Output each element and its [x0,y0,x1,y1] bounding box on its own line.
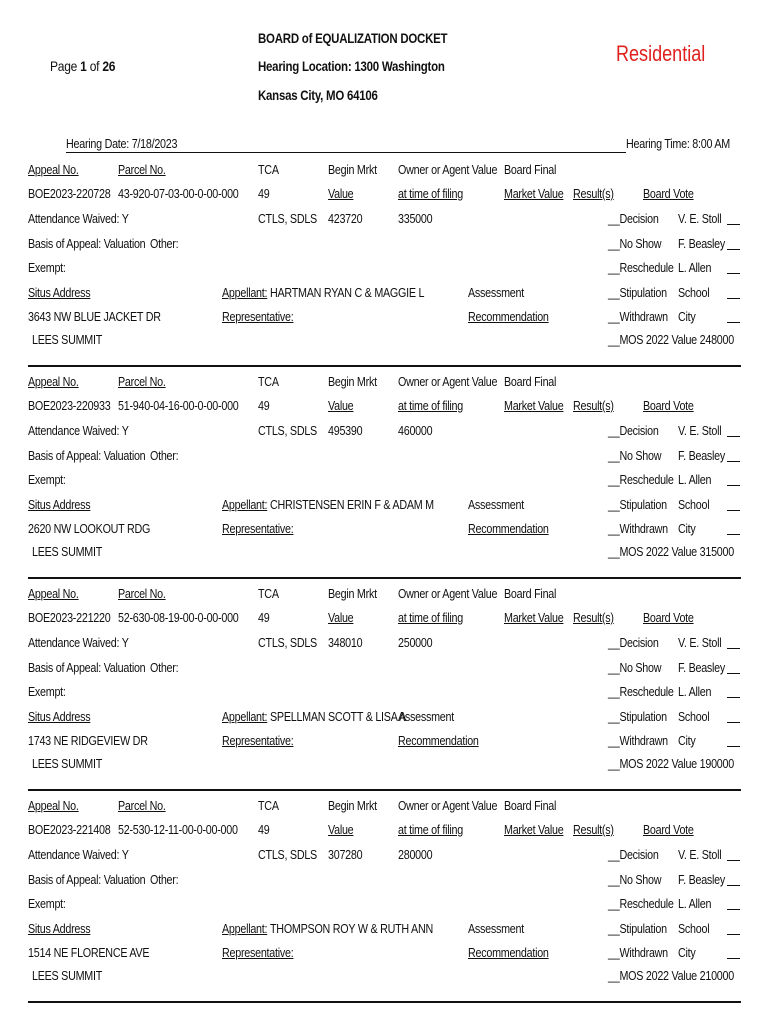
vote-allen: L. Allen [678,473,712,487]
tca-label: TCA [258,163,279,177]
vote-beasley: F. Beasley [678,449,726,463]
withdrawn-option: __Withdrawn [608,734,668,748]
appeal-no-label: Appeal No. [28,799,79,813]
owner-value: 460000 [398,424,433,438]
owner-value-label: Owner or Agent Value [398,375,498,389]
market-value-label: Market Value [504,823,564,837]
appellant-name: THOMPSON ROY W & RUTH ANN [270,922,433,936]
representative-label: Representative: [222,946,294,960]
vote-school: School [678,922,710,936]
vote-city: City [678,310,696,324]
parcel-number: 43-920-07-03-00-0-00-000 [118,187,239,201]
vote-blank [727,224,740,225]
vote-stoll: V. E. Stoll [678,848,722,862]
situs-address-label: Situs Address [28,922,91,936]
vote-stoll: V. E. Stoll [678,636,722,650]
vote-blank [727,722,740,723]
results-label: Result(s) [573,823,614,837]
vote-blank [727,436,740,437]
vote-blank [727,746,740,747]
begin-value: 423720 [328,212,363,226]
page-indicator [50,59,115,74]
other-label: Other: [150,873,179,887]
begin-mrkt-label: Begin Mrkt [328,587,377,601]
appellant-name: HARTMAN RYAN C & MAGGIE L [270,286,425,300]
vote-blank [727,860,740,861]
basis-of-appeal: Basis of Appeal: Valuation [28,237,146,251]
situs-city: LEES SUMMIT [32,333,103,347]
situs-address: 2620 NW LOOKOUT RDG [28,522,151,536]
situs-city: LEES SUMMIT [32,757,103,771]
parcel-no-label: Parcel No. [118,375,166,389]
situs-address: 3643 NW BLUE JACKET DR [28,310,161,324]
tca-code: CTLS, SDLS [258,636,317,650]
vote-allen: L. Allen [678,897,712,911]
other-label: Other: [150,661,179,675]
other-label: Other: [150,237,179,251]
recommendation-label: Recommendation [468,310,549,324]
vote-school: School [678,286,710,300]
vote-blank [727,934,740,935]
at-time-label: at time of filing [398,187,463,201]
stipulation-option: __Stipulation [608,286,667,300]
begin-mrkt-label: Begin Mrkt [328,799,377,813]
situs-address-label: Situs Address [28,710,91,724]
attendance-waived: Attendance Waived: Y [28,212,129,226]
vote-beasley: F. Beasley [678,237,726,251]
vote-blank [727,298,740,299]
attendance-waived: Attendance Waived: Y [28,424,129,438]
no-show-option: __No Show [608,873,662,887]
begin-mrkt-label: Begin Mrkt [328,375,377,389]
vote-blank [727,885,740,886]
reschedule-option: __Reschedule [608,685,674,699]
withdrawn-option: __Withdrawn [608,522,668,536]
vote-city: City [678,946,696,960]
vote-blank [727,909,740,910]
basis-of-appeal: Basis of Appeal: Valuation [28,661,146,675]
board-vote-label: Board Vote [643,611,694,625]
situs-city: LEES SUMMIT [32,969,103,983]
decision-option: __Decision [608,636,659,650]
value-label: Value [328,399,354,413]
exempt-label: Exempt: [28,685,66,699]
parcel-number: 52-630-08-19-00-0-00-000 [118,611,239,625]
parcel-number: 52-530-12-11-00-0-00-000 [118,823,238,837]
vote-blank [727,273,740,274]
market-value-label: Market Value [504,187,564,201]
appellant-label: Appellant: [222,710,268,724]
owner-value-label: Owner or Agent Value [398,163,498,177]
hearing-date: Hearing Date: 7/18/2023 [66,137,178,151]
owner-value-label: Owner or Agent Value [398,799,498,813]
entry-separator [28,365,741,367]
category-label: Residential [616,41,706,66]
appeal-number: BOE2023-221408 [28,823,111,837]
board-vote-label: Board Vote [643,399,694,413]
decision-option: __Decision [608,848,659,862]
assessment-label: Assessment [468,286,524,300]
recommendation-label: Recommendation [398,734,479,748]
begin-value: 307280 [328,848,363,862]
exempt-label: Exempt: [28,897,66,911]
vote-school: School [678,498,710,512]
owner-value: 335000 [398,212,433,226]
situs-address-label: Situs Address [28,286,91,300]
vote-blank [727,485,740,486]
begin-value: 348010 [328,636,363,650]
appellant-name: CHRISTENSEN ERIN F & ADAM M [270,498,434,512]
value-label: Value [328,611,354,625]
hearing-location: Hearing Location: 1300 Washington [258,58,445,74]
appeal-number: BOE2023-221220 [28,611,111,625]
begin-mrkt-label: Begin Mrkt [328,163,377,177]
page-of: of [89,58,100,74]
market-value-label: Market Value [504,399,564,413]
vote-beasley: F. Beasley [678,873,726,887]
results-label: Result(s) [573,187,614,201]
tca-label: TCA [258,375,279,389]
reschedule-option: __Reschedule [608,261,674,275]
tca-code: CTLS, SDLS [258,424,317,438]
attendance-waived: Attendance Waived: Y [28,636,129,650]
reschedule-option: __Reschedule [608,473,674,487]
stipulation-option: __Stipulation [608,710,667,724]
page-number: 1 [80,58,87,74]
owner-value: 280000 [398,848,433,862]
decision-option: __Decision [608,212,659,226]
at-time-label: at time of filing [398,823,463,837]
appeal-no-label: Appeal No. [28,163,79,177]
basis-of-appeal: Basis of Appeal: Valuation [28,449,146,463]
vote-blank [727,461,740,462]
vote-allen: L. Allen [678,261,712,275]
board-final-label: Board Final [504,799,557,813]
board-vote-label: Board Vote [643,823,694,837]
situs-address: 1743 NE RIDGEVIEW DR [28,734,148,748]
entry-separator [28,577,741,579]
value-label: Value [328,823,354,837]
vote-blank [727,673,740,674]
no-show-option: __No Show [608,449,662,463]
representative-label: Representative: [222,310,294,324]
vote-school: School [678,710,710,724]
vote-blank [727,648,740,649]
tca-value: 49 [258,611,270,625]
results-label: Result(s) [573,611,614,625]
begin-value: 495390 [328,424,363,438]
vote-blank [727,958,740,959]
exempt-label: Exempt: [28,261,66,275]
page-total: 26 [102,58,116,74]
board-final-label: Board Final [504,375,557,389]
vote-blank [727,534,740,535]
assessment-label: Assessment [398,710,454,724]
tca-label: TCA [258,799,279,813]
representative-label: Representative: [222,522,294,536]
mos-value: __MOS 2022 Value 210000 [608,969,734,983]
results-label: Result(s) [573,399,614,413]
situs-address: 1514 NE FLORENCE AVE [28,946,150,960]
reschedule-option: __Reschedule [608,897,674,911]
entry-separator [28,789,741,791]
market-value-label: Market Value [504,611,564,625]
parcel-number: 51-940-04-16-00-0-00-000 [118,399,239,413]
at-time-label: at time of filing [398,399,463,413]
assessment-label: Assessment [468,498,524,512]
situs-city: LEES SUMMIT [32,545,103,559]
recommendation-label: Recommendation [468,522,549,536]
vote-blank [727,510,740,511]
appellant-label: Appellant: [222,498,268,512]
no-show-option: __No Show [608,661,662,675]
vote-city: City [678,522,696,536]
tca-value: 49 [258,399,270,413]
attendance-waived: Attendance Waived: Y [28,848,129,862]
appeal-number: BOE2023-220728 [28,187,111,201]
header-underline [66,152,626,153]
recommendation-label: Recommendation [468,946,549,960]
tca-value: 49 [258,823,270,837]
parcel-no-label: Parcel No. [118,587,166,601]
assessment-label: Assessment [468,922,524,936]
other-label: Other: [150,449,179,463]
parcel-no-label: Parcel No. [118,163,166,177]
tca-code: CTLS, SDLS [258,212,317,226]
vote-blank [727,322,740,323]
withdrawn-option: __Withdrawn [608,946,668,960]
withdrawn-option: __Withdrawn [608,310,668,324]
vote-blank [727,249,740,250]
mos-value: __MOS 2022 Value 315000 [608,545,734,559]
mos-value: __MOS 2022 Value 190000 [608,757,734,771]
appeal-number: BOE2023-220933 [28,399,111,413]
stipulation-option: __Stipulation [608,498,667,512]
basis-of-appeal: Basis of Appeal: Valuation [28,873,146,887]
vote-allen: L. Allen [678,685,712,699]
appellant-label: Appellant: [222,922,268,936]
hearing-city: Kansas City, MO 64106 [258,87,378,103]
value-label: Value [328,187,354,201]
at-time-label: at time of filing [398,611,463,625]
representative-label: Representative: [222,734,294,748]
owner-value-label: Owner or Agent Value [398,587,498,601]
parcel-no-label: Parcel No. [118,799,166,813]
board-final-label: Board Final [504,163,557,177]
exempt-label: Exempt: [28,473,66,487]
tca-code: CTLS, SDLS [258,848,317,862]
hearing-time: Hearing Time: 8:00 AM [626,137,730,151]
vote-stoll: V. E. Stoll [678,212,722,226]
appellant-name: SPELLMAN SCOTT & LISA A [270,710,407,724]
tca-label: TCA [258,587,279,601]
situs-address-label: Situs Address [28,498,91,512]
no-show-option: __No Show [608,237,662,251]
appeal-no-label: Appeal No. [28,587,79,601]
owner-value: 250000 [398,636,433,650]
entry-separator [28,1001,741,1003]
mos-value: __MOS 2022 Value 248000 [608,333,734,347]
appellant-label: Appellant: [222,286,268,300]
stipulation-option: __Stipulation [608,922,667,936]
vote-stoll: V. E. Stoll [678,424,722,438]
decision-option: __Decision [608,424,659,438]
vote-city: City [678,734,696,748]
tca-value: 49 [258,187,270,201]
board-vote-label: Board Vote [643,187,694,201]
appeal-no-label: Appeal No. [28,375,79,389]
board-final-label: Board Final [504,587,557,601]
page-prefix: Page [50,58,78,74]
docket-title: BOARD of EQUALIZATION DOCKET [258,30,448,46]
vote-beasley: F. Beasley [678,661,726,675]
vote-blank [727,697,740,698]
